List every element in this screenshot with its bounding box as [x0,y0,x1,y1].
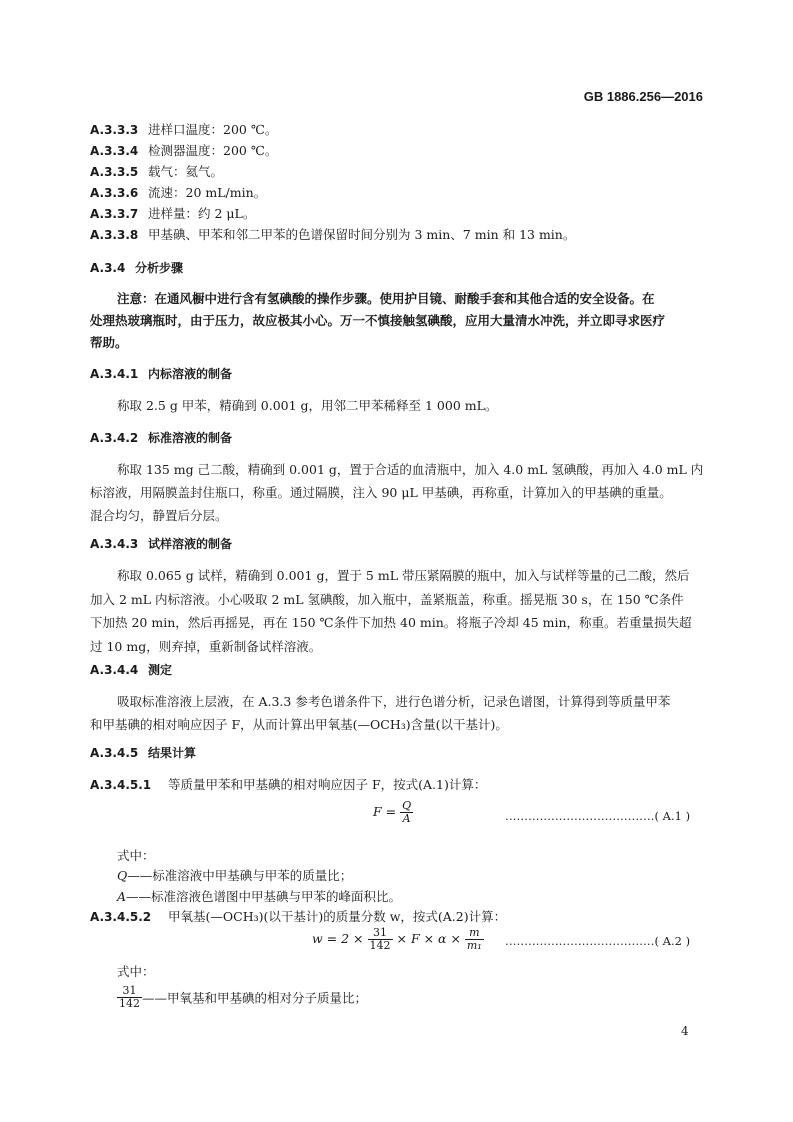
fraction [368,927,393,952]
clause-text: 等质量甲苯和甲基碘的相对响应因子 F，按式(A.1)计算： [168,777,487,792]
paragraph-line: 称取 0.065 g 试样，精确到 0.001 g，置于 5 mL 带压紧隔膜的瓶中，加入与试样等量的己二酸，然后 [117,568,690,583]
paragraph-line: 和甲基碘的相对响应因子 F，从而计算出甲氧基(—OCH₃)含量(以干基计)。 [90,717,508,732]
standard-number: GB 1886.256—2016 [583,89,703,104]
definition-text: ——甲氧基和甲基碘的相对分子质量比； [142,990,368,1006]
list-item [90,141,277,161]
where-label: 式中： [117,964,155,979]
paragraph-line: 吸取标准溶液上层液，在 A.3.3 参考色谱条件下，进行色谱分析，记录色谱图，计算得到等质量甲苯 [117,694,671,709]
fraction-numerator: Q [402,799,412,812]
list-item [90,120,277,140]
item-number: A.3.3.7 [90,207,139,221]
definition-item [117,985,367,1010]
paragraph-line: 称取 135 mg 己二酸，精确到 0.001 g，置于合适的血清瓶中，加入 4.0 mL 氢碘酸，再加入 4.0 mL 内 [117,462,704,477]
fraction-numerator: 31 [368,927,393,940]
safety-note [90,288,665,354]
definition-text: ——标准溶液色谱图中甲基碘与甲苯的峰面积比。 [126,889,402,904]
fraction-denominator: 142 [119,997,140,1010]
where-label: 式中： [117,848,155,863]
item-number: A.3.3.4 [90,144,139,158]
equation-a1 [373,800,413,825]
section-title: 试样溶液的制备 [148,537,233,551]
item-text: 进样口温度：200 ℃。 [148,122,278,137]
note-line: 帮助。 [90,335,128,350]
paragraph [90,690,670,736]
equation-tag: …………………………………( A.1 ) [505,809,691,823]
list-item [90,204,255,224]
section-heading [90,258,183,278]
item-number: A.3.3.8 [90,228,139,242]
fraction-denominator: A [402,812,411,825]
equation-tag: …………………………………( A.2 ) [505,934,691,948]
item-text: 流速：20 mL/min。 [148,185,267,200]
paragraph-line: 过 10 mg，则弃掉，重新制备试样溶液。 [90,638,322,654]
section-heading [90,428,232,448]
paragraph-line: 下加热 20 min，然后再摇晃，再在 150 ℃条件下加热 40 min。将瓶子冷却 45 min，称重。若重量损失超 [90,615,692,630]
section-heading [90,743,196,763]
fraction-numerator: 31 [117,985,142,998]
clause-number: A.3.4.5.2 [90,910,152,924]
section-heading [90,534,232,554]
clause [90,775,486,795]
section-number: A.3.4.2 [90,431,139,445]
equation-middle: × F × α × [396,931,461,946]
fraction [117,985,142,1010]
section-title: 分析步骤 [135,261,184,275]
paragraph [90,564,692,658]
item-text: 载气：氦气。 [148,164,224,179]
paragraph-line: 加入 2 mL 内标溶液。小心吸取 2 mL 氢碘酸，加入瓶中，盖紧瓶盖，称重。摇晃瓶 30 s，在 150 ℃条件 [90,591,684,607]
note-line: 处理热玻璃瓶时，由于压力，故应极其小心。万一不慎接触氢碘酸，应用大量清水冲洗，并立即寻求医疗 [90,313,666,328]
section-heading [90,660,172,680]
clause-text: 甲氧基(—OCH₃)(以干基计)的质量分数 w，按式(A.2)计算： [168,909,507,924]
section-number: A.3.4.5 [90,746,139,760]
section-title: 测定 [148,663,173,677]
definition-item [117,866,352,886]
item-number: A.3.3.6 [90,186,139,200]
section-title: 内标溶液的制备 [148,367,233,381]
equation-a2 [312,927,484,952]
section-number: A.3.4.1 [90,367,139,381]
fraction [400,800,413,825]
page-number: 4 [681,1024,689,1038]
list-item [90,183,266,203]
note-line: 注意：在通风橱中进行含有氢碘酸的操作步骤。使用护目镜、耐酸手套和其他合适的安全设备。在 [117,291,655,306]
equation-lhs: w = 2 × [312,931,364,946]
definition-item [117,887,401,907]
definition-symbol: Q [117,868,128,883]
item-text: 进样量：约 2 μL。 [148,206,256,221]
section-heading [90,364,232,384]
section-title: 结果计算 [148,746,197,760]
definition-text: ——标准溶液中甲基碘与甲苯的质量比； [127,868,353,883]
clause-number: A.3.4.5.1 [90,778,152,792]
list-item [90,162,223,182]
section-number: A.3.4 [90,261,126,275]
fraction-numerator: m [465,927,484,940]
fraction-denominator: m₁ [466,939,482,952]
item-number: A.3.3.5 [90,165,139,179]
item-number: A.3.3.3 [90,123,139,137]
section-number: A.3.4.4 [90,663,139,677]
section-number: A.3.4.3 [90,537,139,551]
paragraph: 称取 2.5 g 甲苯，精确到 0.001 g，用邻二甲苯稀释至 1 000 mL。 [117,398,498,413]
list-item [90,225,575,245]
item-text: 检测器温度：200 ℃。 [148,143,278,158]
fraction-denominator: 142 [369,939,391,952]
paragraph [90,458,703,527]
section-title: 标准溶液的制备 [148,431,233,445]
definition-symbol: A [117,889,127,904]
fraction [465,927,484,952]
paragraph-line: 标溶液，用隔膜盖封住瓶口，称重。通过隔膜，注入 90 μL 甲基碘，再称重，计算加入的甲基碘的重量。 [90,485,672,500]
paragraph-line: 混合均匀，静置后分层。 [90,508,228,523]
clause [90,907,506,927]
item-text: 甲基碘、甲苯和邻二甲苯的色谱保留时间分别为 3 min、7 min 和 13 min。 [148,227,576,242]
equation-lhs: F = [373,804,397,819]
